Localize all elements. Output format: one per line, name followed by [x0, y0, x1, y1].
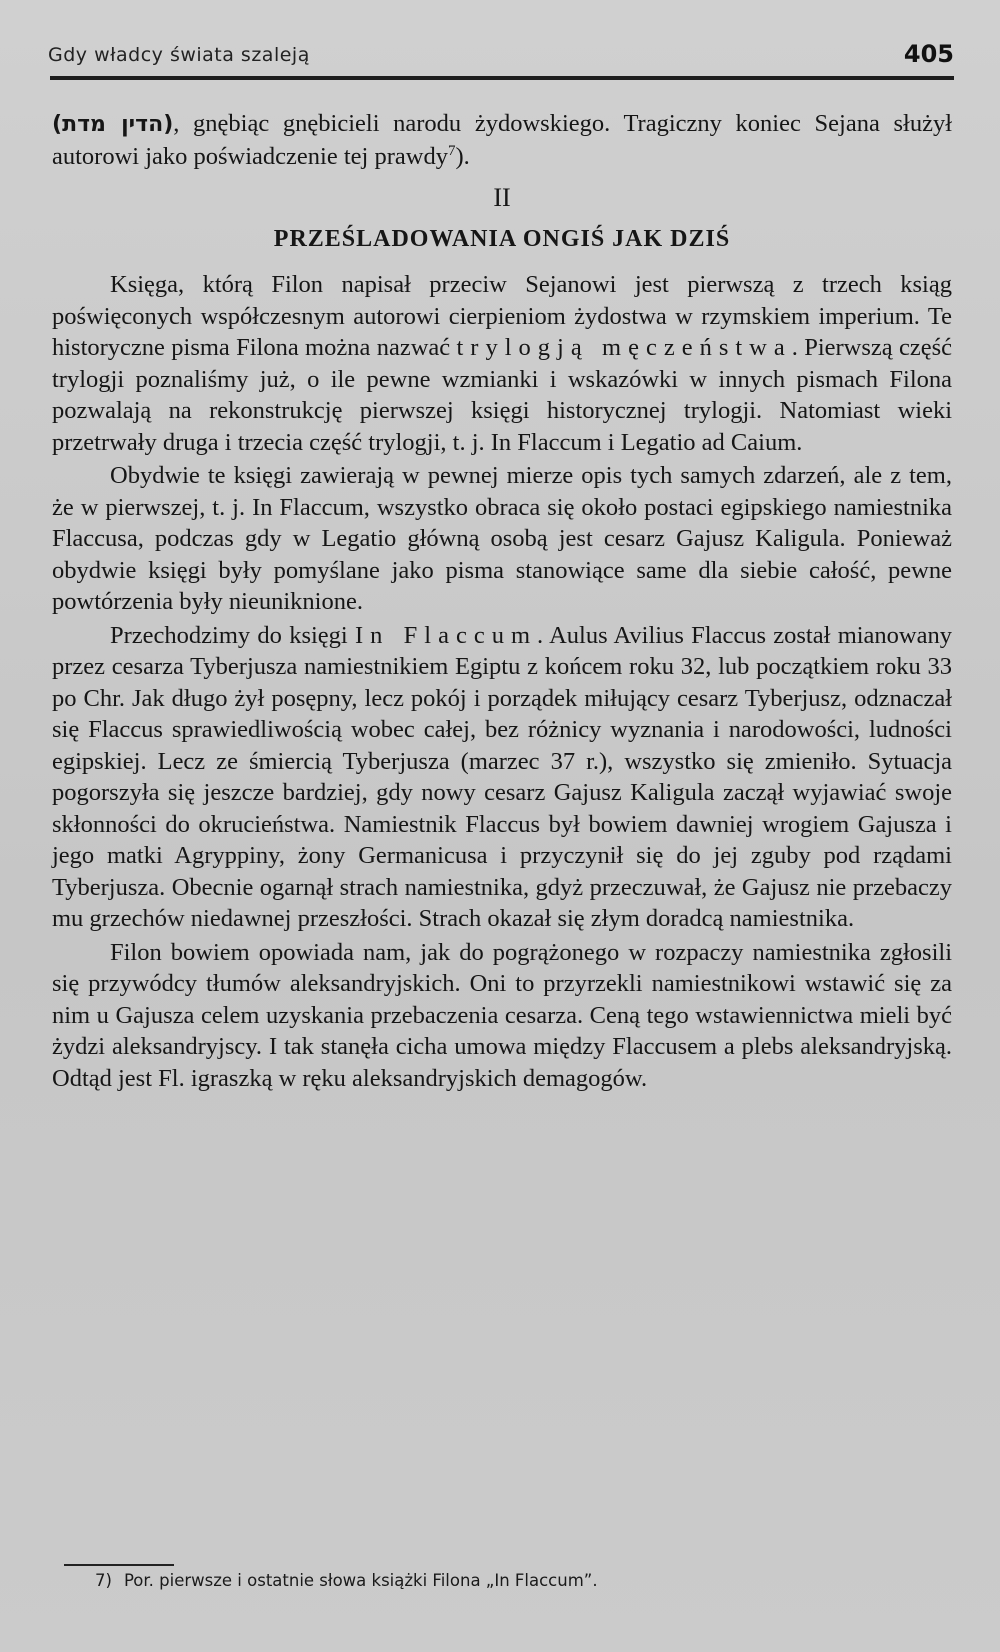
footnote-reference[interactable]: 7 — [447, 142, 456, 159]
section-number: II — [493, 183, 511, 212]
footnote-text: Por. pierwsze i ostatnie słowa książki Filona „In Flaccum”. — [123, 1571, 598, 1590]
paragraph-3 — [52, 620, 952, 935]
paragraph-3-spaced: In Flaccum — [355, 621, 538, 649]
paragraph-1-part-a: Księga, którą Filon napisał przeciw Sejanowi jest pierwszą z trzech ksiąg poświęconych współczesnym autorowi cierpieniom żydostwa w rzymskiem imperium. Te historyczne pisma Filona można nazwać — [52, 271, 952, 361]
paragraph-4: Filon bowiem opowiada nam, jak do pogrążonego w rozpaczy namiestnika zgłosili się przywódcy tłumów aleksandryjskich. Oni to przyrzekli namiestnikowi wstawić się za nim u Gajusza celem uzyskania przebaczenia cesarza. Ceną tego wstawiennictwa mieli być żydzi aleksandryjscy. I tak stanęła cicha umowa między Flaccusem a plebs aleksandryjską. Odtąd jest Fl. igraszką w ręku aleksandryjskich demagogów. — [52, 938, 952, 1092]
footnote-marker: 7) — [95, 1571, 112, 1590]
hebrew-phrase: (הדין מדת) — [52, 112, 174, 137]
section-title: PRZEŚLADOWANIA ONGIŚ JAK DZIŚ — [273, 225, 731, 252]
running-title: Gdy władcy świata szaleją — [48, 44, 310, 66]
paragraph-2: Obydwie te księgi zawierają w pewnej mierze opis tych samych zdarzeń, ale z tem, że w pierwszej, t. j. In Flaccum, wszystko obraca się około postaci egipskiego namiestnika Flaccusa, podczas gdy w Legatio główną osobą jest cesarz Gajusz Kaligula. Ponieważ obydwie księgi były pomyślane jako pisma stanowiące same dla siebie całość, pewne powtórzenia były nieuniknione. — [52, 462, 952, 615]
header-rule — [50, 76, 954, 80]
opening-line-1: , gnębiąc gnębicieli narodu żydowskiego. Tragiczny koniec — [173, 110, 801, 137]
running-head — [48, 40, 954, 80]
opening-line-2-end: ). — [455, 142, 470, 170]
paragraph-3-part-a: Przechodzimy do księgi — [110, 621, 355, 649]
main-text — [52, 108, 952, 1094]
paragraph-3-part-b: . Aulus Avilius Flaccus został mianowany przez cesarza Tyberjusza namiestnikiem Egiptu z końcem roku 32, lub początkiem roku 33 po Chr. Jak długo żył posępny, lecz pokój i porządek miłujący cesarz Tyberjusz, odznaczał się Flaccus sprawiedliwością wobec całej, bez różnicy wyznania i narodowości, ludności egipskiej. Lecz ze śmiercią Tyberjusza (marzec 37 r.), wszystko się zmieniło. Sytuacja pogorszyła się jeszcze bardziej, gdy nowy cesarz Gajusz Kaligula zaczął wyjawiać swoje skłonności do okrucieństwa. Namiestnik Flaccus był bowiem dawniej wrogiem Gajusza i jego matki Agryppiny, żony Germanicusa i przyczynił się do jej zguby pod rządami Tyberjusza. Obecnie ogarnął strach namiestnika, gdyż przeczuwał, że Gajusz nie przebaczy mu grzechów niedawnej przeszłości. Strach okazał się złym doradcą namiestnika. — [52, 621, 952, 932]
paragraph-1 — [52, 269, 952, 458]
opening-paragraph — [52, 108, 952, 172]
paragraph-1-spaced: trylogją męczeństwa — [456, 334, 792, 361]
paragraph-1-part-b: . Pierwszą część trylogji poznaliśmy już, o ile pewne wzmianki i wskazówki w innych pismach Filona pozwalają na rekonstrukcję pierwszej księgi historycznej trylogji. Natomiast wieki przetrwały druga i trzecia część trylogji, t. j. In Flaccum i Legatio ad Caium. — [52, 334, 952, 456]
page-number: 405 — [903, 40, 954, 68]
opening-line-2: Sejana służył autorowi jako poświadczenie tej prawdy — [52, 110, 953, 170]
footnote — [95, 1571, 598, 1590]
footnote-rule — [64, 1564, 174, 1566]
